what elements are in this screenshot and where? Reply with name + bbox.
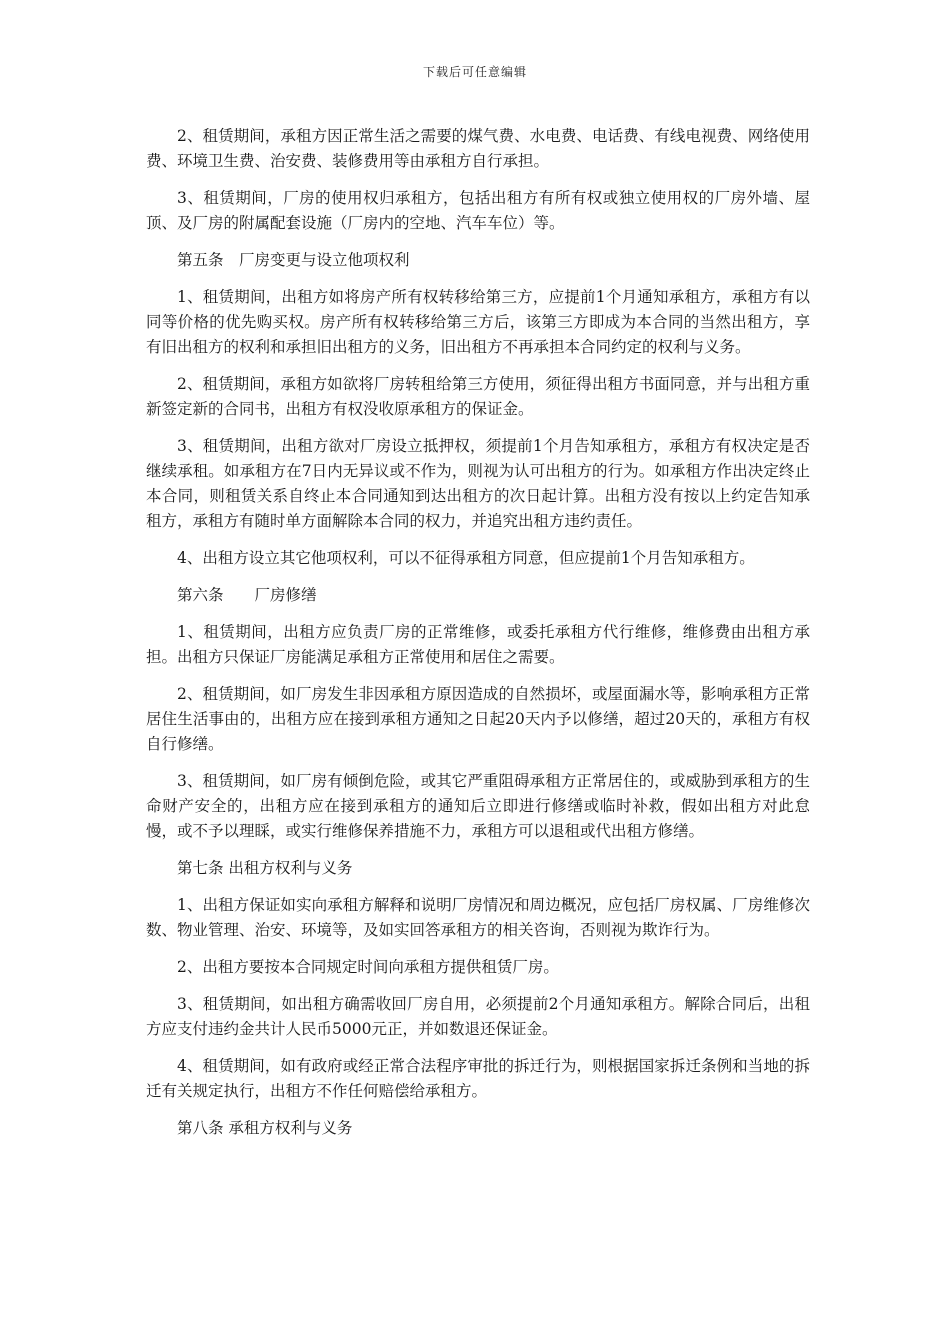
clause-5-item-4: 4、出租方设立其它他项权利，可以不征得承租方同意，但应提前1个月告知承租方。 bbox=[177, 549, 755, 567]
clause-7-item-3: 3、租赁期间，如出租方确需收回厂房自用，必须提前2个月通知承租方。解除合同后，出租方应支付违约金共计人民币5000元正，并如数退还保证金。 bbox=[146, 995, 810, 1038]
clause-5-item-1: 1、租赁期间，出租方如将房产所有权转移给第三方，应提前1个月通知承租方，承租方有以同等价格的优先购买权。房产所有权转移给第三方后，该第三方即成为本合同的当然出租方，享有旧出租方的权利和承担旧出租方的义务，旧出租方不再承担本合同约定的权利与义务。 bbox=[146, 288, 810, 356]
clause-7-item-4: 4、租赁期间，如有政府或经正常合法程序审批的拆迁行为，则根据国家拆迁条例和当地的拆迁有关规定执行，出租方不作任何赔偿给承租方。 bbox=[146, 1057, 810, 1100]
clause-6-item-3: 3、租赁期间，如厂房有倾倒危险，或其它严重阻碍承租方正常居住的，或威胁到承租方的生命财产安全的，出租方应在接到承租方的通知后立即进行修缮或临时补救，假如出租方对此怠慢，或不予以理睬，或实行维修保养措施不力，承租方可以退租或代出租方修缮。 bbox=[146, 772, 810, 840]
section-heading-8: 第八条 承租方权利与义务 bbox=[177, 1119, 353, 1137]
section-heading-6: 第六条 厂房修缮 bbox=[177, 586, 317, 604]
document-body bbox=[146, 124, 810, 1153]
section-heading-7: 第七条 出租方权利与义务 bbox=[177, 859, 353, 877]
clause-7-item-1: 1、出租方保证如实向承租方解释和说明厂房情况和周边概况，应包括厂房权属、厂房维修次数、物业管理、治安、环境等，及如实回答承租方的相关咨询，否则视为欺诈行为。 bbox=[146, 896, 810, 939]
clause-6-item-2: 2、租赁期间，如厂房发生非因承租方原因造成的自然损坏，或屋面漏水等，影响承租方正常居住生活事由的，出租方应在接到承租方通知之日起20天内予以修缮，超过20天的，承租方有权自行修缮。 bbox=[146, 685, 810, 753]
clause-4-item-2: 2、租赁期间，承租方因正常生活之需要的煤气费、水电费、电话费、有线电视费、网络使用费、环境卫生费、治安费、装修费用等由承租方自行承担。 bbox=[146, 127, 810, 170]
section-heading-5: 第五条 厂房变更与设立他项权利 bbox=[177, 251, 410, 269]
page-header: 下载后可任意编辑 bbox=[422, 65, 527, 79]
clause-4-item-3: 3、租赁期间，厂房的使用权归承租方，包括出租方有所有权或独立使用权的厂房外墙、屋顶、及厂房的附属配套设施（厂房内的空地、汽车车位）等。 bbox=[146, 189, 810, 232]
clause-5-item-2: 2、租赁期间，承租方如欲将厂房转租给第三方使用，须征得出租方书面同意，并与出租方重新签定新的合同书，出租方有权没收原承租方的保证金。 bbox=[146, 375, 810, 418]
clause-6-item-1: 1、租赁期间，出租方应负责厂房的正常维修，或委托承租方代行维修，维修费由出租方承担。出租方只保证厂房能满足承租方正常使用和居住之需要。 bbox=[146, 623, 810, 666]
clause-7-item-2: 2、出租方要按本合同规定时间向承租方提供租赁厂房。 bbox=[177, 958, 559, 976]
clause-5-item-3: 3、租赁期间，出租方欲对厂房设立抵押权，须提前1个月告知承租方，承租方有权决定是否继续承租。如承租方在7日内无异议或不作为，则视为认可出租方的行为。如承租方作出决定终止本合同，则租赁关系自终止本合同通知到达出租方的次日起计算。出租方没有按以上约定告知承租方，承租方有随时单方面解除本合同的权力，并追究出租方违约责任。 bbox=[146, 437, 810, 530]
